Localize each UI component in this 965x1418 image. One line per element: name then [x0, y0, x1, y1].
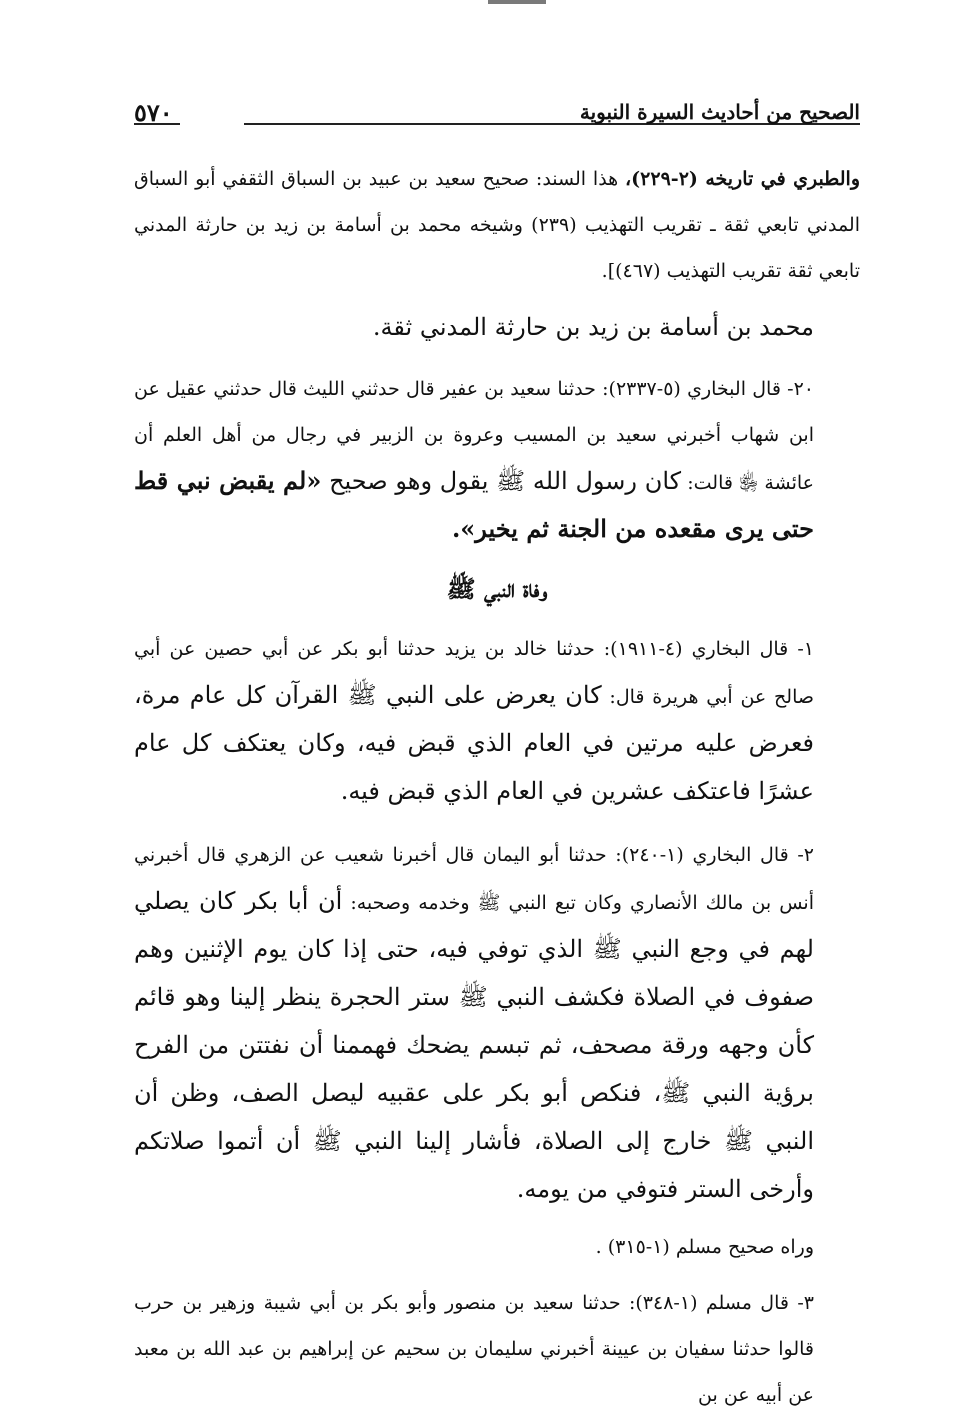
tabari-reference: والطبري في تاريخه (٢-٢٢٩)، — [625, 168, 861, 190]
book-title: الصحيح من أحاديث السيرة النبوية — [579, 100, 860, 124]
running-header — [134, 98, 860, 132]
hadith-1-isnad: ١- قال البخاري (٤-١٩١١): حدثنا خالد بن يزيد حدثنا أبو بكر عن أبي حصين عن أبي صالح عن أبي هريرة قال: — [134, 638, 815, 708]
muslim-reference-note: وراه صحيح مسلم (١-٣١٥) . — [595, 1236, 814, 1258]
hadith-2-matn: أن أبا بكر كان يصلي لهم في وجع النبي ﷺ الذي توفي فيه، حتى إذا كان يوم الإثنين وهم صفوف في الصلاة فكشف النبي ﷺ ستر الحجرة ينظر إلينا وهو قائم كأن وجهه ورقة مصحف، ثم تبسم يضحك فهممنا أن نفتتن من الفرح برؤية النبي ﷺ، فنكص أبو بكر على عقبيه ليصل الصف، وظن أن النبي ﷺ خارج إلى الصلاة، فأشار إلينا النبي ﷺ أن أتموا صلاتكم وأرخى الستر فتوفي من يومه. — [134, 887, 815, 1203]
hadith-2-isnad: ٢- قال البخاري (١-٢٤٠): حدثنا أبو اليمان قال أخبرنا شعيب عن الزهري قال أخبرني أنس بن مالك الأنصاري وكان تبع النبي ﷺ وخدمه وصحبه: — [134, 844, 815, 914]
hadith-20 — [134, 366, 860, 554]
hadith-1 — [134, 626, 860, 816]
footnote-continuation — [134, 156, 860, 294]
page-body — [134, 156, 860, 1418]
top-edge-mark — [488, 0, 546, 4]
section-heading: وفاة النبي ﷺ — [446, 574, 548, 603]
narrator-grading: محمد بن أسامة بن زيد بن حارثة المدني ثقة. — [372, 313, 814, 341]
sanad-note: هذا السند: صحيح سعيد بن عبيد بن السباق الثقفي أبو السباق المدني تابعي ثقة ـ تقريب التهذيب (٢٣٩) وشيخه محمد بن أسامة بن زيد بن حارثة المدني تابعي ثقة تقريب التهذيب (٤٦٧)]. — [134, 168, 860, 282]
hadith-1-matn: كان يعرض على النبي ﷺ القرآن كل عام مرة، فعرض عليه مرتين في العام الذي قبض فيه، وكان يعتكف كل عام عشرًا فاعتكف عشرين في العام الذي قبض فيه. — [134, 681, 814, 805]
hadith-20-intro: كان رسول الله ﷺ يقول وهو صحيح — [321, 467, 682, 495]
hadith-20-isnad: ٢٠- قال البخاري (٥-٢٣٣٧): حدثنا سعيد بن عفير قال حدثني الليث قال حدثني عقيل عن ابن شهاب أخبرني سعيد بن المسيب وعروة بن الزبير في رجال من أهل العلم أن عائشة ﵂ قالت: — [134, 378, 814, 494]
hadith-2 — [134, 832, 860, 1214]
hadith-3: ٣- قال مسلم (١-٣٤٨): حدثنا سعيد بن منصور وأبو بكر بن أبي شيبة وزهير بن حرب قالوا حدثنا سفيان بن عيينة أخبرني سليمان بن سحيم عن إبراهيم بن عبد الله بن معبد عن أبيه عن بن — [134, 1292, 814, 1406]
hadith-20-matn: «لم يقبض نبي قط حتى يرى مقعده من الجنة ثم يخير». — [134, 466, 814, 543]
page-number: ٥٧٠ — [134, 98, 173, 127]
